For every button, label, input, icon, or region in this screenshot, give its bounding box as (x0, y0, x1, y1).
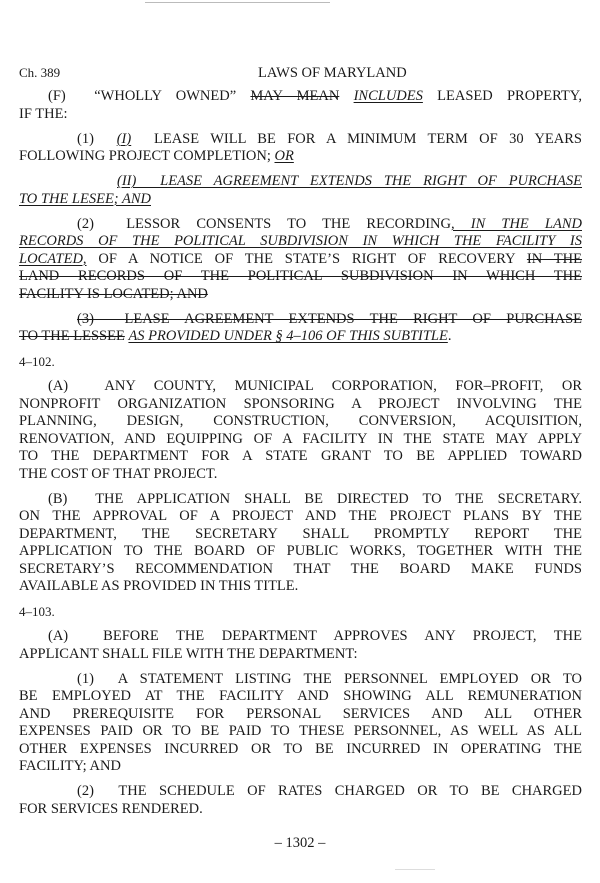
text-line (19, 543, 582, 561)
text-segment: (A) BEFORE THE DEPARTMENT APPROVES ANY PROJECT, THE (48, 628, 582, 644)
text-segment: THE COST OF THAT PROJECT. (19, 465, 218, 482)
paragraph (19, 311, 582, 346)
inserted-text: OR (274, 148, 294, 164)
text-segment: (2) THE SCHEDULE OF RATES CHARGED OR TO BE CHARGED (77, 783, 582, 799)
text-segment: APPLICATION TO THE BOARD OF PUBLIC WORKS, TOGETHER WITH THE (19, 543, 582, 559)
text-line (19, 268, 582, 286)
text-line (19, 173, 582, 191)
text-segment: DEPARTMENT, THE SECRETARY SHALL PROMPTLY REPORT THE (19, 525, 582, 542)
text-segment: LEASE WILL BE FOR A MINIMUM TERM OF 30 YEARS (131, 130, 582, 147)
text-line (19, 783, 582, 801)
text-line (19, 431, 582, 449)
text-line (19, 286, 582, 304)
text-segment: FOR SERVICES RENDERED. (19, 800, 203, 817)
text-segment: PLANNING, DESIGN, CONSTRUCTION, CONVERSION, ACQUISITION, (19, 413, 582, 429)
struck-text: IN THE (526, 250, 582, 267)
struck-text: (3) LEASE AGREEMENT EXTENDS THE RIGHT OF PURCHASE (77, 310, 582, 327)
text-segment: OF A NOTICE OF THE STATE’S RIGHT OF RECOVERY (86, 250, 527, 267)
running-title: LAWS OF MARYLAND (258, 65, 407, 81)
text-segment: NONPROFIT ORGANIZATION SPONSORING A PROJECT INVOLVING THE (19, 395, 582, 412)
paragraph (19, 491, 582, 596)
page-number: – 1302 – (274, 835, 326, 851)
text-segment: TO THE DEPARTMENT FOR A STATE GRANT TO BE APPLIED TOWARD (19, 448, 582, 464)
paragraph (19, 131, 582, 166)
inserted-text: (I) (116, 130, 132, 147)
text-line (19, 378, 582, 396)
text-line (19, 448, 582, 466)
text-segment: FOLLOWING PROJECT COMPLETION; (19, 148, 275, 164)
paragraph (19, 88, 582, 123)
text-line (19, 646, 582, 664)
text-line (19, 233, 582, 251)
text-line (19, 396, 582, 414)
paragraph (19, 783, 582, 818)
text-line (19, 741, 582, 759)
paragraph (19, 628, 582, 663)
text-segment: 4–103. (19, 604, 55, 619)
paragraph (19, 173, 582, 208)
inserted-text: RECORDS OF THE POLITICAL SUBDIVISION IN WHICH THE FACILITY IS (19, 233, 582, 249)
section-number (19, 353, 582, 371)
page-header (19, 64, 582, 82)
text-segment (339, 88, 353, 104)
chapter-number: Ch. 389 (19, 65, 61, 80)
section-number (19, 603, 582, 621)
text-segment: AND PREREQUISITE FOR PERSONAL SERVICES AND ALL OTHER (19, 705, 582, 722)
inserted-text: , IN THE LAND (450, 215, 582, 232)
struck-text: LAND RECORDS OF THE POLITICAL SUBDIVISION IN WHICH THE (19, 268, 582, 284)
text-line (19, 526, 582, 544)
struck-text: MAY MEAN (250, 88, 340, 104)
text-segment: APPLICANT SHALL FILE WITH THE DEPARTMENT: (19, 645, 358, 662)
text-line (19, 508, 582, 526)
text-line (19, 191, 582, 209)
text-segment: SECRETARY’S RECOMMENDATION THAT THE BOARD MAKE FUNDS (19, 560, 582, 577)
text-segment: EXPENSES PAID OR TO BE PAID TO THESE PERSONNEL, AS WELL AS ALL (19, 723, 582, 739)
text-line (19, 216, 582, 234)
text-line (19, 603, 582, 621)
text-segment: BE EMPLOYED AT THE FACILITY AND SHOWING ALL REMUNERATION (19, 688, 582, 704)
text-segment: (1) A STATEMENT LISTING THE PERSONNEL EMPLOYED OR TO (77, 670, 582, 687)
text-line (19, 671, 582, 689)
paragraph (19, 216, 582, 304)
text-line (19, 758, 582, 776)
scan-artifact-line (145, 2, 330, 3)
text-segment: 4–102. (19, 354, 55, 369)
text-line (19, 706, 582, 724)
text-segment: (1) (77, 130, 117, 147)
paragraph (19, 378, 582, 483)
text-segment: . (447, 328, 452, 344)
text-line (19, 148, 582, 166)
inserted-text: INCLUDES (353, 88, 423, 104)
text-line (19, 723, 582, 741)
inserted-text: TO THE LESEE; AND (19, 190, 151, 207)
text-line (19, 251, 582, 269)
text-segment: RENOVATION, AND EQUIPPING OF A FACILITY IN THE STATE MAY APPLY (19, 430, 582, 447)
text-segment: FACILITY; AND (19, 758, 121, 774)
struck-text: FACILITY IS LOCATED; AND (19, 285, 208, 302)
text-segment: (A) ANY COUNTY, MUNICIPAL CORPORATION, FOR–PROFIT, OR (48, 378, 582, 394)
inserted-text: LOCATED, (19, 250, 87, 267)
text-segment: ON THE APPROVAL OF A PROJECT AND THE PROJECT PLANS BY THE (19, 508, 582, 524)
text-line (19, 106, 582, 124)
text-line (19, 131, 582, 149)
text-line (19, 561, 582, 579)
paragraph (19, 671, 582, 776)
text-line (19, 466, 582, 484)
scan-artifact-mark (395, 869, 435, 870)
text-line (19, 413, 582, 431)
text-line (19, 491, 582, 509)
text-line (19, 353, 582, 371)
document-body (19, 88, 582, 826)
text-line (19, 578, 582, 596)
text-line (19, 311, 582, 329)
struck-text: TO THE LESSEE (19, 328, 125, 344)
inserted-text: (II) LEASE AGREEMENT EXTENDS THE RIGHT OF PURCHASE (117, 173, 582, 189)
text-segment: (B) THE APPLICATION SHALL BE DIRECTED TO THE SECRETARY. (48, 490, 582, 507)
text-segment: IF THE: (19, 105, 68, 122)
text-segment: AVAILABLE AS PROVIDED IN THIS TITLE. (19, 578, 299, 594)
text-line (19, 328, 582, 346)
text-line (19, 628, 582, 646)
text-segment: OTHER EXPENSES INCURRED OR TO BE INCURRED IN OPERATING THE (19, 740, 582, 757)
text-segment: (F) “WHOLLY OWNED” (48, 88, 251, 104)
text-line (19, 688, 582, 706)
text-segment: LEASED PROPERTY, (422, 88, 582, 104)
text-segment: (2) LESSOR CONSENTS TO THE RECORDING (77, 215, 451, 232)
inserted-text: AS PROVIDED UNDER § 4–106 OF THIS SUBTITLE (128, 328, 448, 344)
text-line (19, 801, 582, 819)
text-line (19, 88, 582, 106)
